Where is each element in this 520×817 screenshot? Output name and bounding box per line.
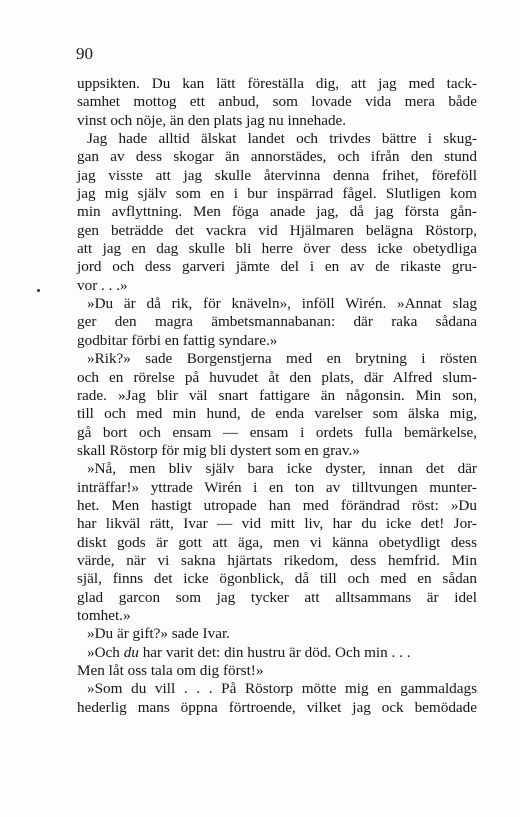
text-line: skall Röstorp för mig bli dystert som en grav.» [77, 441, 360, 459]
body-text [77, 75, 477, 717]
text-line: hederlig mans öppna förtroende, vilket jag ock bemödade [77, 698, 477, 716]
text-line: uppsikten. Du kan lätt föreställa dig, att jag med tack- [77, 75, 477, 92]
text-line: gen beträdde det vackra vid Hjälmaren belägna Röstorp, [77, 221, 477, 239]
text-line: värde, när vi sakna hjärtats rikedom, dess hemfrid. Min [77, 551, 477, 569]
text-line: godbitar förbi en fattig syndare.» [77, 331, 278, 349]
text-line: »Du är gift?» sade Ivar. [87, 625, 230, 643]
emphasized-word: du [123, 643, 139, 661]
page-number: 90 [76, 44, 93, 63]
text-line: jag visste att jag skulle återvinna denna frihet, föreföll [77, 166, 477, 184]
text-line: vor . . .» [77, 276, 128, 294]
text-line: och en rörelse på huvudet åt den plats, där Alfred slum- [77, 368, 477, 386]
text-line: ger den magra ämbetsmannabanan: där raka sådana [77, 313, 477, 331]
text-line: inträffar!» yttrade Wirén i en ton av tilltvungen munter- [77, 478, 477, 496]
text-line: Men låt oss tala om dig först!» [77, 662, 264, 679]
text-line: själ, finns det icke ögonblick, då till och med en sådan [77, 570, 477, 588]
text-line: rade. »Jag blir väl snart fattigare än någonsin. Min son, [77, 386, 477, 404]
text-line: tomhet.» [77, 606, 131, 624]
text-line: gå bort och ensam — ensam i ordets fulla bemärkelse, [77, 423, 477, 441]
text-line: samhet mottog ett anbud, som lovade vida mera både [77, 93, 477, 111]
text-line: min avflyttning. Men föga anade jag, då jag första gån- [77, 203, 477, 221]
text-line: »Nå, men bliv själv bara icke dyster, innan det där [87, 460, 477, 478]
text-line: till och med min hund, de enda varelser som älska mig, [77, 405, 477, 423]
text-line: vinst och nöje, än den plats jag nu innehade. [77, 111, 347, 129]
text-line: »Du är då rik, för knäveln», inföll Wirén. »Annat slag [87, 295, 477, 313]
text-line: »Och du har varit det: din hustru är död. Och min . . . [87, 643, 411, 661]
text-line: glad garcon som jag tycker att alltsammans är idel [77, 588, 477, 606]
text-line: jag mig själv som en i bur inspärrad fågel. Slutligen kom [77, 185, 477, 203]
text-line: het. Men hastigt utropade han med förändrad röst: »Du [77, 496, 477, 514]
text-line: att jag en dag skulle bli herre över dess icke obetydliga [77, 240, 477, 258]
text-line: »Som du vill . . . På Röstorp mötte mig en gammaldags [87, 680, 477, 698]
text-line: jord och dess garveri jämte del i en av de rikaste gru- [77, 258, 477, 276]
text-line: diskt gods är gott att äga, men vi känna obetydligt dess [77, 533, 477, 551]
text-line: har likväl rätt, Ivar — vid mitt liv, har du icke det! Jor- [77, 515, 477, 533]
text-line: Jag hade alltid älskat landet och trivdes bättre i skug- [87, 130, 477, 148]
text-line: gan av dess skogar än annorstädes, och ifrån den stund [77, 148, 477, 166]
margin-mark [37, 289, 40, 292]
text-line: »Rik?» sade Borgenstjerna med en brytning i rösten [87, 350, 477, 368]
